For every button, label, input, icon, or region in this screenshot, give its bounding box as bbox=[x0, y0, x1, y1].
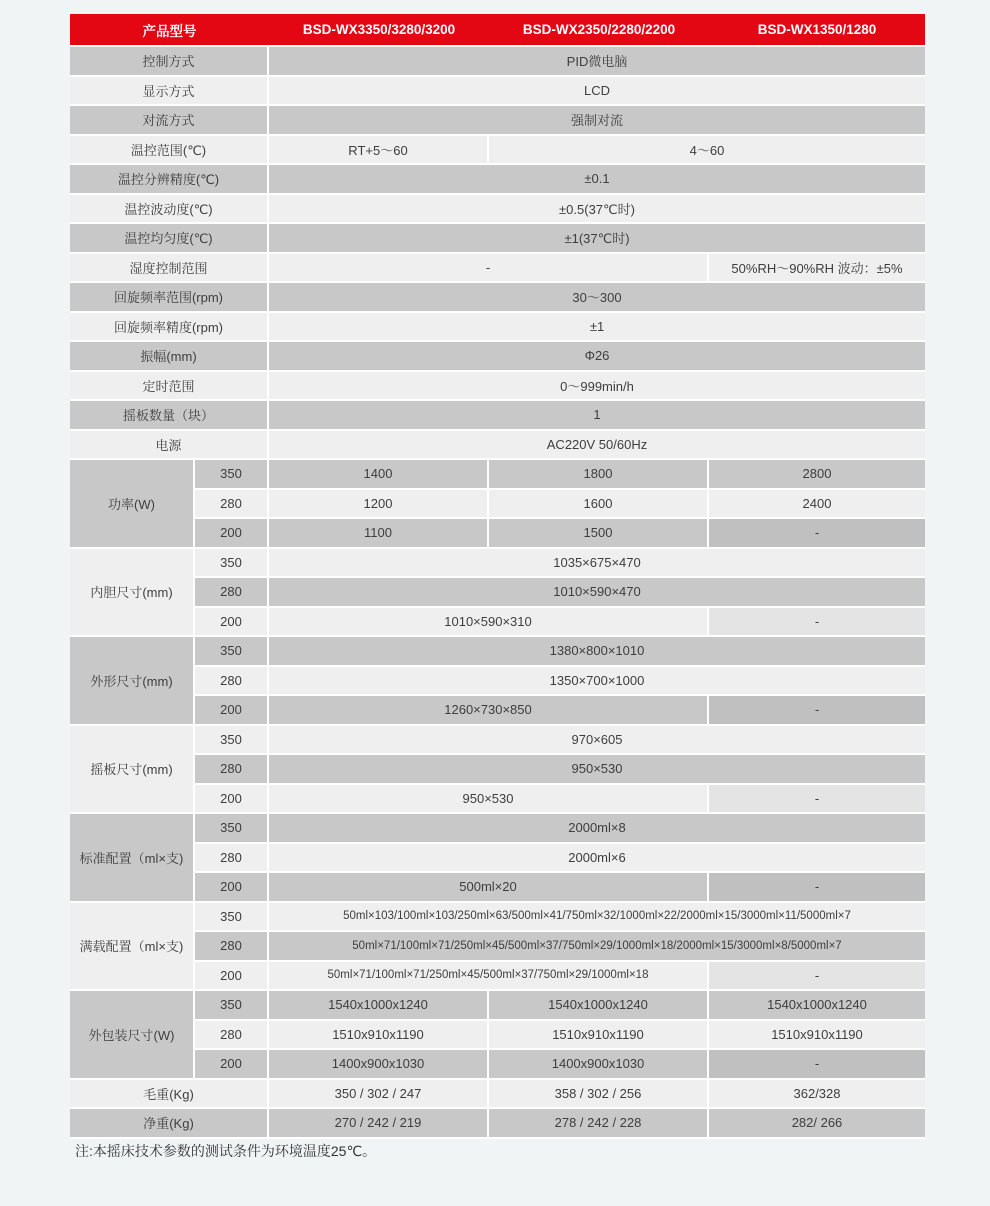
header-model-column-1: BSD-WX3350/3280/3200 bbox=[302, 22, 456, 37]
spec-table bbox=[70, 14, 925, 1139]
spec-value: - bbox=[709, 519, 925, 547]
table-subrow bbox=[195, 519, 925, 547]
spec-value: 278 / 242 / 228 bbox=[489, 1109, 707, 1137]
table-row bbox=[70, 372, 925, 400]
row-label: 温控波动度(℃) bbox=[70, 195, 267, 223]
row-label: 回旋频率精度(rpm) bbox=[70, 313, 267, 341]
variant-label: 200 bbox=[195, 1050, 267, 1078]
row-group-label: 满载配置（ml×支) bbox=[70, 903, 193, 990]
row-label: 净重(Kg) bbox=[70, 1109, 267, 1137]
table-subrow bbox=[195, 1021, 925, 1049]
table-subrow bbox=[195, 785, 925, 813]
variant-label: 280 bbox=[195, 755, 267, 783]
header-model-column-2: BSD-WX2350/2280/2200 bbox=[522, 22, 676, 37]
row-group-label: 外包装尺寸(W) bbox=[70, 991, 193, 1078]
spec-value: 50ml×103/100ml×103/250ml×63/500ml×41/750ml×32/1000ml×22/2000ml×15/3000ml×11/5000ml×7 bbox=[269, 903, 925, 931]
table-row bbox=[70, 431, 925, 459]
table-subrow bbox=[195, 755, 925, 783]
variant-label: 350 bbox=[195, 549, 267, 577]
variant-label: 200 bbox=[195, 519, 267, 547]
row-group-label: 摇板尺寸(mm) bbox=[70, 726, 193, 813]
row-label: 振幅(mm) bbox=[70, 342, 267, 370]
spec-value: 50%RH～90%RH 波动：±5% bbox=[709, 254, 925, 282]
table-subrow bbox=[195, 608, 925, 636]
spec-value: 50ml×71/100ml×71/250ml×45/500ml×37/750ml×29/1000ml×18 bbox=[269, 962, 707, 990]
spec-value: 2000ml×8 bbox=[269, 814, 925, 842]
spec-value: ±0.5(37℃时) bbox=[269, 195, 925, 223]
table-row bbox=[70, 1109, 925, 1137]
spec-value: 282/ 266 bbox=[709, 1109, 925, 1137]
spec-value: 1010×590×470 bbox=[269, 578, 925, 606]
spec-value: - bbox=[709, 873, 925, 901]
table-row bbox=[70, 342, 925, 370]
row-label: 湿度控制范围 bbox=[70, 254, 267, 282]
spec-value: 2800 bbox=[709, 460, 925, 488]
variant-label: 280 bbox=[195, 1021, 267, 1049]
spec-value: 强制对流 bbox=[269, 106, 925, 134]
spec-value: 1400x900x1030 bbox=[489, 1050, 707, 1078]
row-group bbox=[70, 460, 925, 547]
variant-label: 280 bbox=[195, 844, 267, 872]
table-row bbox=[70, 136, 925, 164]
spec-value: 270 / 242 / 219 bbox=[269, 1109, 487, 1137]
spec-value: - bbox=[709, 696, 925, 724]
variant-label: 200 bbox=[195, 962, 267, 990]
spec-value: 362/328 bbox=[709, 1080, 925, 1108]
row-group bbox=[70, 726, 925, 813]
spec-value: 358 / 302 / 256 bbox=[489, 1080, 707, 1108]
table-subrow bbox=[195, 844, 925, 872]
spec-table-body bbox=[70, 47, 925, 1137]
table-subrow bbox=[195, 903, 925, 931]
spec-value: 1400 bbox=[269, 460, 487, 488]
spec-value: RT+5～60 bbox=[269, 136, 487, 164]
spec-value: 970×605 bbox=[269, 726, 925, 754]
header-model-column-3: BSD-WX1350/1280 bbox=[757, 22, 877, 37]
table-row bbox=[70, 224, 925, 252]
row-group-label: 标准配置（ml×支) bbox=[70, 814, 193, 901]
table-row bbox=[70, 401, 925, 429]
spec-value: 1600 bbox=[489, 490, 707, 518]
variant-label: 350 bbox=[195, 460, 267, 488]
row-label: 温控均匀度(℃) bbox=[70, 224, 267, 252]
spec-value: 1800 bbox=[489, 460, 707, 488]
table-subrow bbox=[195, 696, 925, 724]
variant-label: 200 bbox=[195, 785, 267, 813]
spec-value: - bbox=[709, 962, 925, 990]
table-subrow bbox=[195, 962, 925, 990]
spec-value: 30～300 bbox=[269, 283, 925, 311]
row-label: 对流方式 bbox=[70, 106, 267, 134]
spec-value: ±1 bbox=[269, 313, 925, 341]
table-subrow bbox=[195, 549, 925, 577]
row-group bbox=[70, 814, 925, 901]
table-subrow bbox=[195, 490, 925, 518]
spec-value: 4～60 bbox=[489, 136, 925, 164]
spec-value: Φ26 bbox=[269, 342, 925, 370]
spec-value: ±0.1 bbox=[269, 165, 925, 193]
table-subrow bbox=[195, 1050, 925, 1078]
spec-value: 1540x1000x1240 bbox=[709, 991, 925, 1019]
row-label: 回旋频率范围(rpm) bbox=[70, 283, 267, 311]
spec-value: 1400x900x1030 bbox=[269, 1050, 487, 1078]
row-group-label: 内胆尺寸(mm) bbox=[70, 549, 193, 636]
row-group bbox=[70, 549, 925, 636]
row-group bbox=[70, 903, 925, 990]
spec-value: 2000ml×6 bbox=[269, 844, 925, 872]
spec-value: PID微电脑 bbox=[269, 47, 925, 75]
variant-label: 350 bbox=[195, 991, 267, 1019]
spec-value: LCD bbox=[269, 77, 925, 105]
table-row bbox=[70, 283, 925, 311]
spec-value: 1 bbox=[269, 401, 925, 429]
variant-label: 200 bbox=[195, 608, 267, 636]
row-group-label: 功率(W) bbox=[70, 460, 193, 547]
spec-value: - bbox=[709, 1050, 925, 1078]
row-group bbox=[70, 991, 925, 1078]
spec-value: - bbox=[709, 608, 925, 636]
table-subrow bbox=[195, 726, 925, 754]
table-row bbox=[70, 106, 925, 134]
row-group-label: 外形尺寸(mm) bbox=[70, 637, 193, 724]
spec-value: 950×530 bbox=[269, 785, 707, 813]
row-label: 温控分辨精度(℃) bbox=[70, 165, 267, 193]
spec-value: 950×530 bbox=[269, 755, 925, 783]
spec-value: 1380×800×1010 bbox=[269, 637, 925, 665]
spec-value: 1540x1000x1240 bbox=[489, 991, 707, 1019]
row-group bbox=[70, 637, 925, 724]
table-row bbox=[70, 313, 925, 341]
row-label: 毛重(Kg) bbox=[70, 1080, 267, 1108]
spec-value: 1100 bbox=[269, 519, 487, 547]
spec-value: 0～999min/h bbox=[269, 372, 925, 400]
variant-label: 350 bbox=[195, 814, 267, 842]
spec-value: 1010×590×310 bbox=[269, 608, 707, 636]
row-label: 定时范围 bbox=[70, 372, 267, 400]
spec-value: 350 / 302 / 247 bbox=[269, 1080, 487, 1108]
header-product-model-label: 产品型号 bbox=[142, 23, 197, 39]
table-row bbox=[70, 195, 925, 223]
spec-value: 500ml×20 bbox=[269, 873, 707, 901]
spec-value: AC220V 50/60Hz bbox=[269, 431, 925, 459]
table-subrow bbox=[195, 460, 925, 488]
spec-value: 1510x910x1190 bbox=[709, 1021, 925, 1049]
spec-value: - bbox=[269, 254, 707, 282]
row-label: 摇板数量（块） bbox=[70, 401, 267, 429]
table-row bbox=[70, 47, 925, 75]
spec-value: ±1(37℃时) bbox=[269, 224, 925, 252]
table-subrow bbox=[195, 873, 925, 901]
table-subrow bbox=[195, 991, 925, 1019]
table-row bbox=[70, 165, 925, 193]
row-label: 温控范围(℃) bbox=[70, 136, 267, 164]
table-row bbox=[70, 77, 925, 105]
row-label: 电源 bbox=[70, 431, 267, 459]
footnote: 注:本摇床技术参数的测试条件为环境温度25℃。 bbox=[75, 1143, 377, 1159]
spec-value: 1510x910x1190 bbox=[269, 1021, 487, 1049]
variant-label: 280 bbox=[195, 932, 267, 960]
spec-value: 50ml×71/100ml×71/250ml×45/500ml×37/750ml×29/1000ml×18/2000ml×15/3000ml×8/5000ml×7 bbox=[269, 932, 925, 960]
spec-value: 1200 bbox=[269, 490, 487, 518]
variant-label: 200 bbox=[195, 873, 267, 901]
variant-label: 200 bbox=[195, 696, 267, 724]
row-label: 控制方式 bbox=[70, 47, 267, 75]
spec-value: - bbox=[709, 785, 925, 813]
table-row bbox=[70, 1080, 925, 1108]
variant-label: 280 bbox=[195, 667, 267, 695]
spec-value: 1035×675×470 bbox=[269, 549, 925, 577]
table-subrow bbox=[195, 637, 925, 665]
variant-label: 280 bbox=[195, 578, 267, 606]
spec-value: 1500 bbox=[489, 519, 707, 547]
spec-value: 1510x910x1190 bbox=[489, 1021, 707, 1049]
spec-value: 1350×700×1000 bbox=[269, 667, 925, 695]
table-subrow bbox=[195, 667, 925, 695]
spec-value: 1540x1000x1240 bbox=[269, 991, 487, 1019]
table-subrow bbox=[195, 932, 925, 960]
table-row bbox=[70, 254, 925, 282]
table-subrow bbox=[195, 578, 925, 606]
spec-value: 1260×730×850 bbox=[269, 696, 707, 724]
variant-label: 350 bbox=[195, 903, 267, 931]
variant-label: 350 bbox=[195, 726, 267, 754]
variant-label: 350 bbox=[195, 637, 267, 665]
table-header bbox=[70, 14, 925, 45]
variant-label: 280 bbox=[195, 490, 267, 518]
table-subrow bbox=[195, 814, 925, 842]
spec-value: 2400 bbox=[709, 490, 925, 518]
row-label: 显示方式 bbox=[70, 77, 267, 105]
